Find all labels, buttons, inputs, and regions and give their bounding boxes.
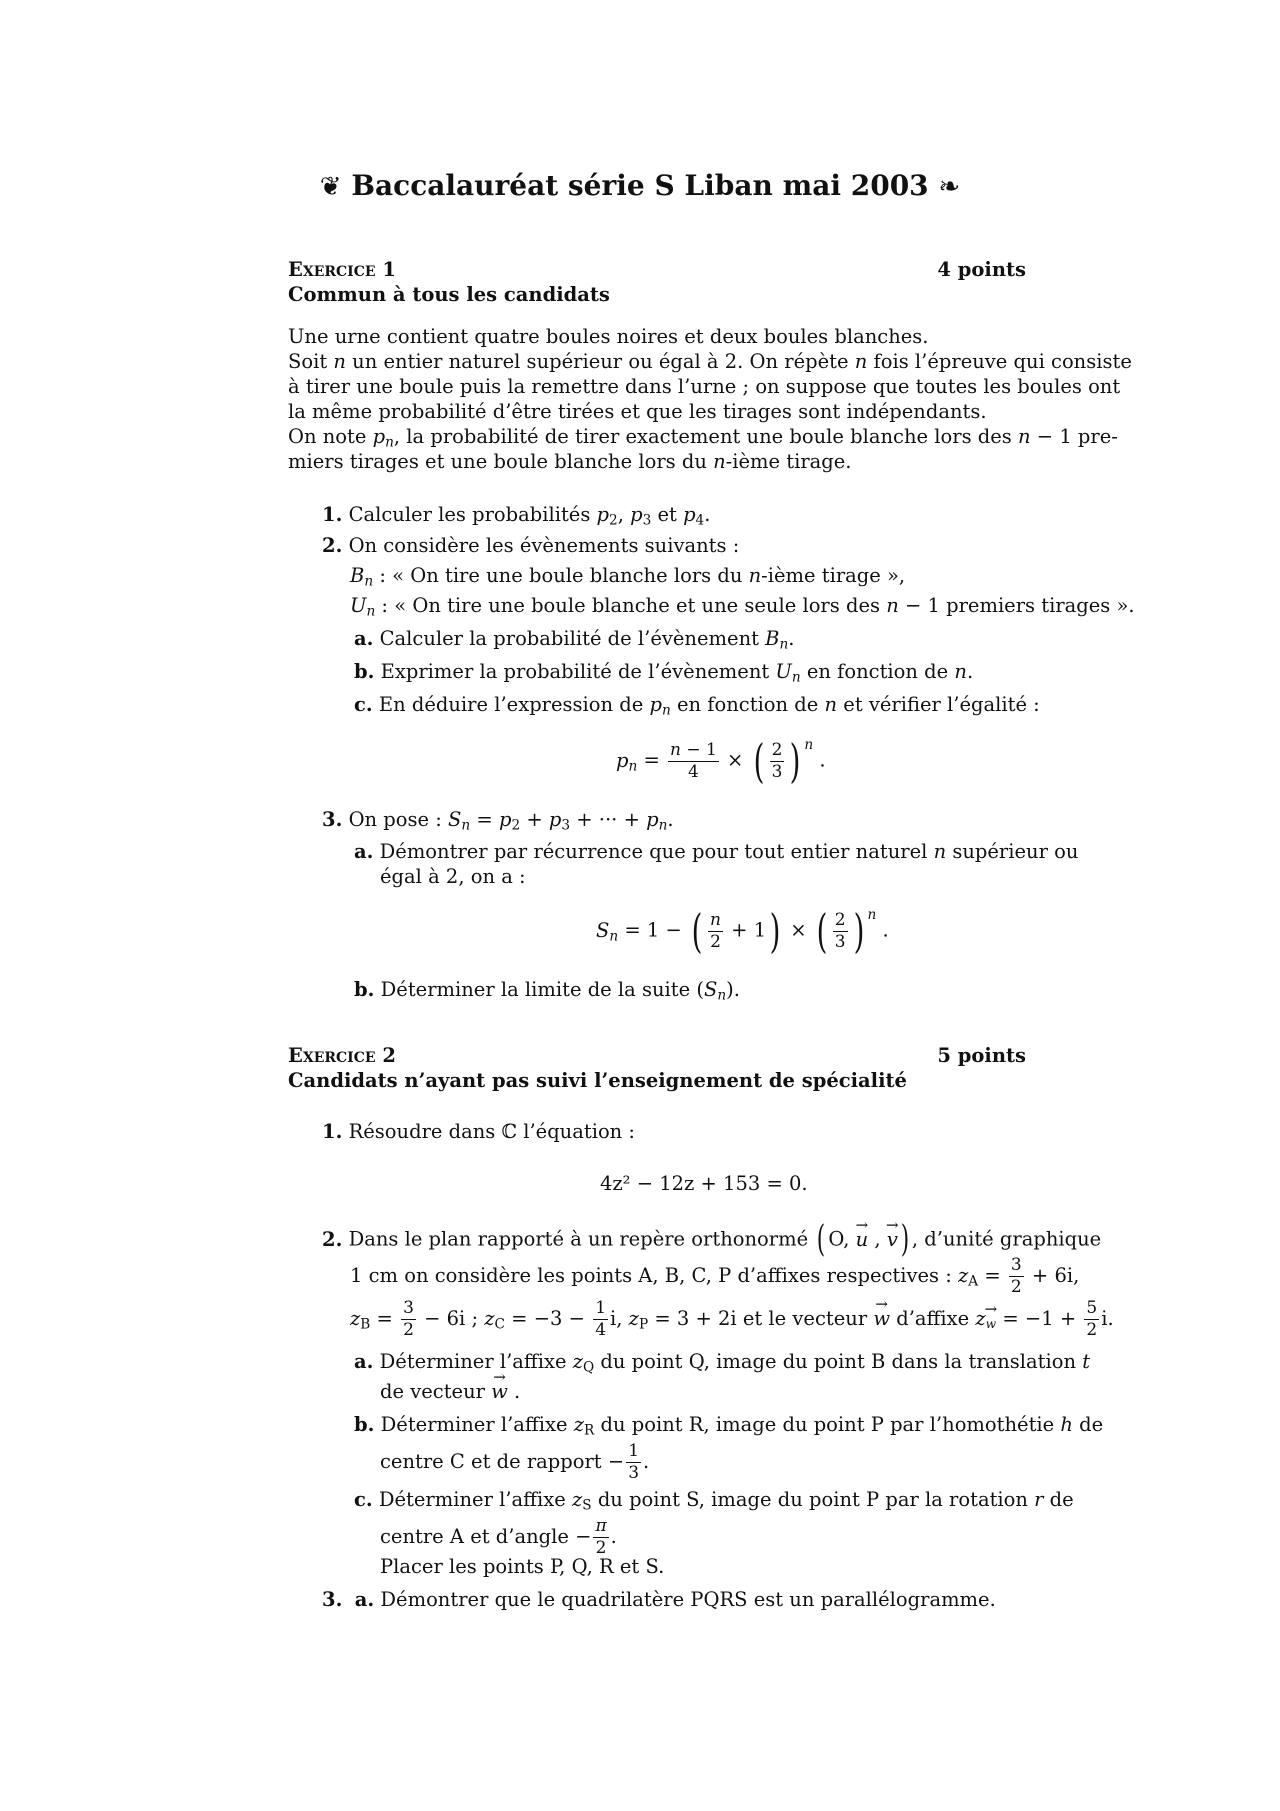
- ex2-q1-equation: 4z² − 12z + 153 = 0.: [600, 1172, 808, 1195]
- ex2-q2a-line2: de vecteur → w .: [380, 1380, 520, 1404]
- ex2-q2c-line3: Placer les points P, Q, R et S.: [380, 1555, 665, 1578]
- ex2-q2-line3: $z_B$ = $\frac{3}{2}$ − 6i ; $z_C = -3$ − $\frac{1}{4}$ i, $z_P = 3 + 2i$ et le vecteur → w d’affixe $z_w = -1$ + $\frac{5}{2}$ i.: [350, 1300, 1114, 1339]
- ex1-heading: Exercice 1: [288, 258, 396, 281]
- ex2-audience: Candidats n’ayant pas suivi l’enseignement de spécialité: [288, 1069, 907, 1092]
- right-ornament-icon: ❧: [938, 172, 961, 202]
- ex1-intro-line4: la même probabilité d’être tirées et que les tirages sont indépendants.: [288, 400, 987, 423]
- ex1-q3b: b. Déterminer la limite de la suite $(S_n)$.: [354, 978, 740, 1004]
- ex1-q2-event-bn: $B_n$ : « On tire une boule blanche lors du n-ième tirage »,: [350, 564, 906, 590]
- ex2-q2b-line2: centre C et de rapport − $\frac{1}{3}$ .: [380, 1441, 650, 1483]
- ex1-q3: 3. On pose : $S_n = p_2 + p_3$ + ··· + $p_n$.: [322, 808, 674, 834]
- ex1-q3a-line2: égal à 2, on a :: [380, 865, 526, 888]
- ex1-intro-line3: à tirer une boule puis la remettre dans l’urne ; on suppose que toutes les boules ont: [288, 375, 1121, 398]
- formula-sn: $S_n = 1$ − ( $\frac{n}{2}$ + 1) × ( $\frac{2}{3}$ ) $^n$ .: [596, 904, 889, 958]
- ex1-q2c: c. En déduire l’expression de $p_n$ en fonction de n et vérifier l’égalité :: [354, 693, 1040, 719]
- page-title: [0, 168, 1280, 205]
- ex2-q2b-line1: b. Déterminer l’affixe $z_R$ du point R, image du point P par l’homothétie h de: [354, 1413, 1104, 1439]
- ex1-q3a-line1: a. Démontrer par récurrence que pour tout entier naturel n supérieur ou: [354, 840, 1079, 863]
- ex2-q2-line2: 1 cm on considère les points A, B, C, P d’affixes respectives : $z_A$ = $\frac{3}{2}$ + 6i,: [350, 1255, 1080, 1297]
- ex1-intro-line6: miers tirages et une boule blanche lors du n-ième tirage.: [288, 450, 852, 473]
- ex2-q3a: 3. a. Démontrer que le quadrilatère PQRS est un parallélogramme.: [322, 1588, 996, 1611]
- ex1-q2: 2. On considère les évènements suivants :: [322, 534, 740, 557]
- ex2-points: 5 points: [937, 1044, 1026, 1067]
- formula-pn: $p_n$ = $\frac{n - 1}{4}$ × ( $\frac{2}{3}$ ) $^n$ .: [616, 734, 826, 788]
- ex1-q1: 1. Calculer les probabilités $p_2$, $p_3$ et $p_4$.: [322, 503, 711, 529]
- ex2-heading: Exercice 2: [288, 1044, 396, 1067]
- ex2-q2c-line1: c. Déterminer l’affixe $z_S$ du point S, image du point P par la rotation r de: [354, 1488, 1074, 1514]
- ex1-intro-line2: Soit n un entier naturel supérieur ou égal à 2. On répète n fois l’épreuve qui consiste: [288, 350, 1132, 373]
- ex1-intro-line1: Une urne contient quatre boules noires et deux boules blanches.: [288, 325, 929, 348]
- ex1-points: 4 points: [937, 258, 1026, 281]
- ex1-q2-event-un: $U_n$ : « On tire une boule blanche et une seule lors des n − 1 premiers tirages ».: [350, 594, 1135, 620]
- ex2-q2-line1: 2. Dans le plan rapporté à un repère orthonormé ( O, → u , → v) , d’unité graphique: [322, 1222, 1101, 1258]
- ex1-intro-line5: On note $p_n$, la probabilité de tirer exactement une boule blanche lors des n − 1 pre-: [288, 425, 1118, 451]
- ex1-audience: Commun à tous les candidats: [288, 283, 610, 306]
- ex1-q2b: b. Exprimer la probabilité de l’évènement $U_n$ en fonction de n.: [354, 660, 974, 686]
- ex2-q2a-line1: a. Déterminer l’affixe $z_Q$ du point Q, image du point B dans la translation t: [354, 1350, 1091, 1376]
- left-ornament-icon: ❦: [319, 172, 342, 202]
- ex1-q2a: a. Calculer la probabilité de l’évènement $B_n$.: [354, 627, 795, 653]
- ex2-q2c-line2: centre A et d’angle − $\frac{\pi}{2}$ .: [380, 1516, 617, 1558]
- title-text: Baccalauréat série S Liban mai 2003: [351, 169, 929, 202]
- ex2-q1: 1. Résoudre dans ℂ l’équation :: [322, 1120, 636, 1143]
